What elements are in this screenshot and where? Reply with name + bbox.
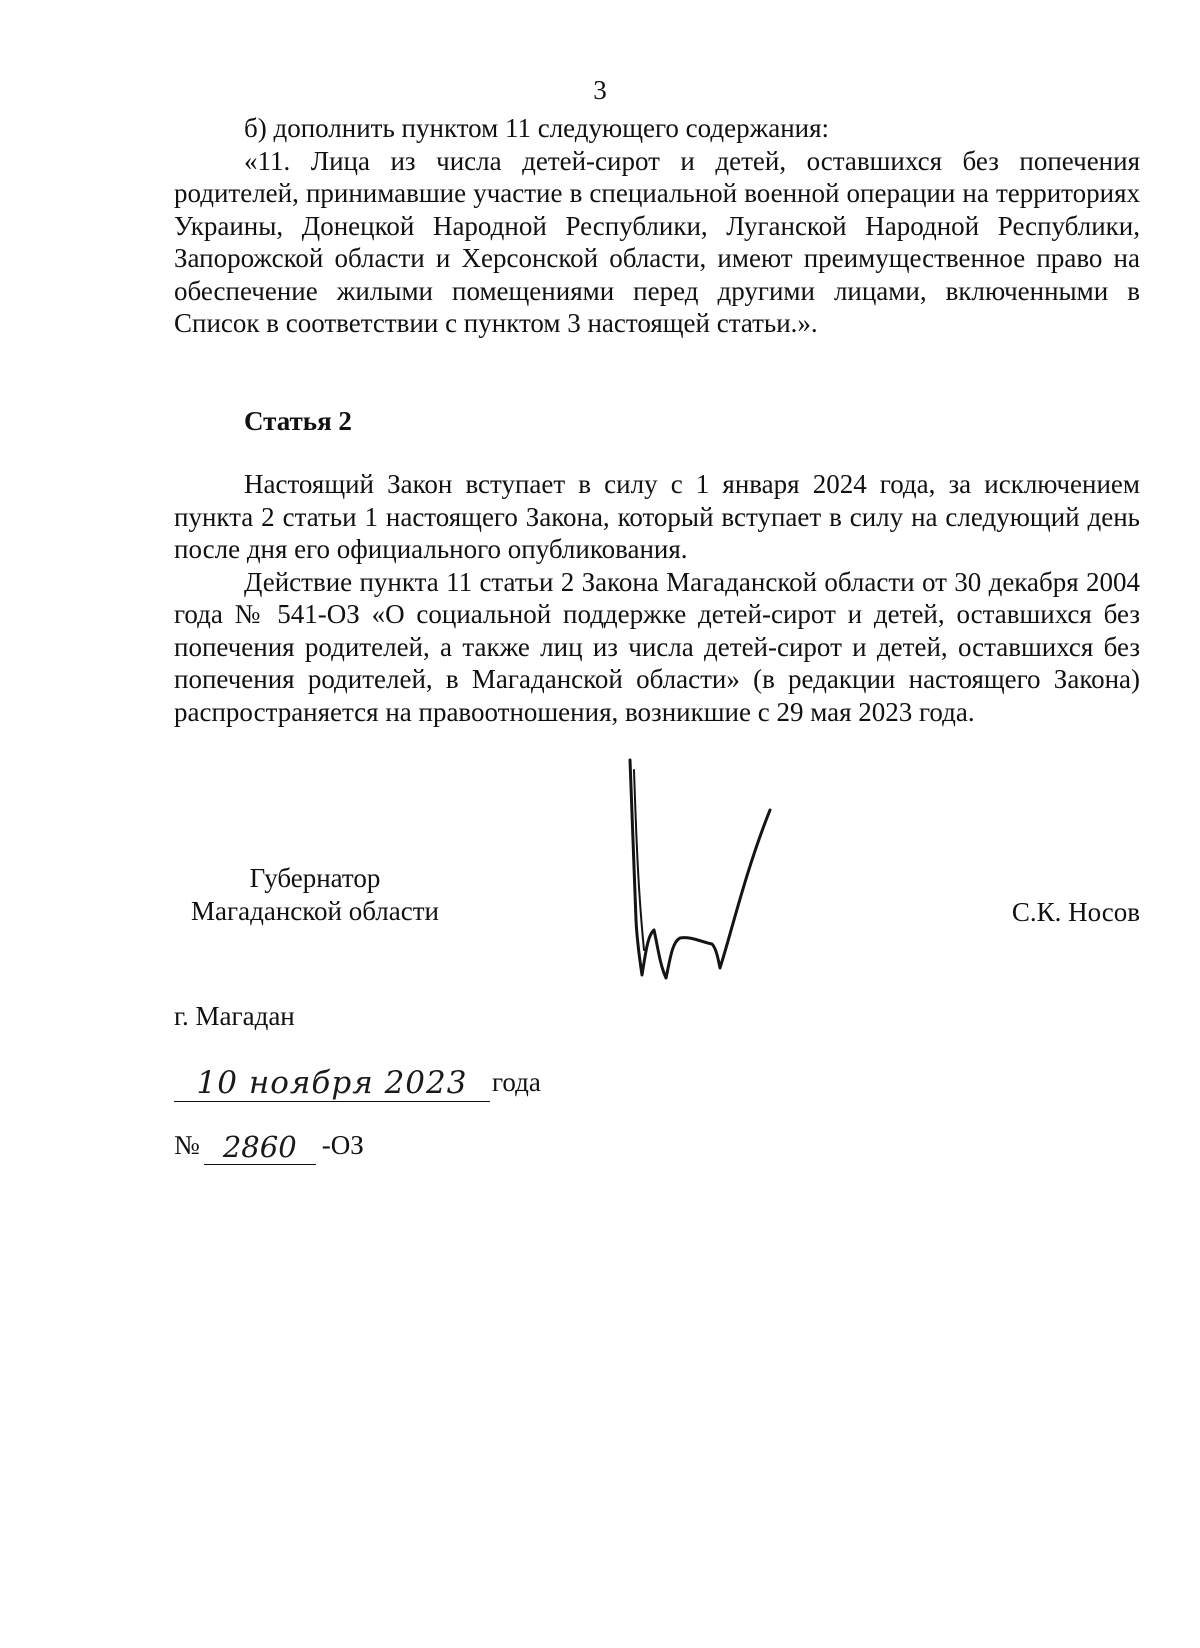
handwritten-date: 10 ноября 2023	[174, 1065, 490, 1102]
number-suffix: -ОЗ	[321, 1130, 364, 1160]
date-suffix: года	[492, 1067, 541, 1097]
page-number: 3	[593, 75, 607, 105]
signatory-title-line-1: Губернатор	[249, 863, 381, 893]
amendment-item-11: «11. Лица из числа детей-сирот и детей, оставшихся без попечения родителей, принимавшие участие в специальной военной операции на территориях Украины, Донецкой Народной Республики, Луганской Народной Республики, Запорожской области и Херсонской области, имеют преимущественное право на обеспечение жилыми помещениями перед другими лицами, включенными в Список в соответствии с пунктом 3 настоящей статьи.».	[174, 145, 1140, 338]
article-2-heading: Статья 2	[244, 406, 352, 436]
handwritten-number: 2860	[204, 1130, 316, 1165]
law-number	[174, 1125, 364, 1165]
article-2-body	[174, 468, 1140, 728]
number-sign: №	[174, 1130, 200, 1160]
signatory-name: С.К. Носов	[1011, 897, 1140, 927]
signatory-title	[170, 862, 460, 928]
adoption-date	[174, 1062, 541, 1102]
amendment-section	[174, 112, 1140, 340]
amendment-intro: б) дополнить пунктом 11 следующего содержания:	[244, 113, 830, 143]
signatory-title-line-2: Магаданской области	[191, 896, 439, 926]
city: г. Магадан	[174, 1001, 295, 1031]
article-2-paragraph-1: Настоящий Закон вступает в силу с 1 января 2024 года, за исключением пункта 2 статьи 1 настоящего Закона, который вступает в силу на следующий день после дня его официального опубликования.	[174, 469, 1140, 564]
article-2-paragraph-2: Действие пункта 11 статьи 2 Закона Магаданской области от 30 декабря 2004 года № 541-ОЗ «О социальной поддержке детей-сирот и детей, оставшихся без попечения родителей, а также лиц из числа детей-сирот и детей, оставшихся без попечения родителей, в Магаданской области» (в редакции настоящего Закона) распространяется на правоотношения, возникшие с 29 мая 2023 года.	[174, 566, 1140, 727]
handwritten-signature	[620, 750, 820, 990]
